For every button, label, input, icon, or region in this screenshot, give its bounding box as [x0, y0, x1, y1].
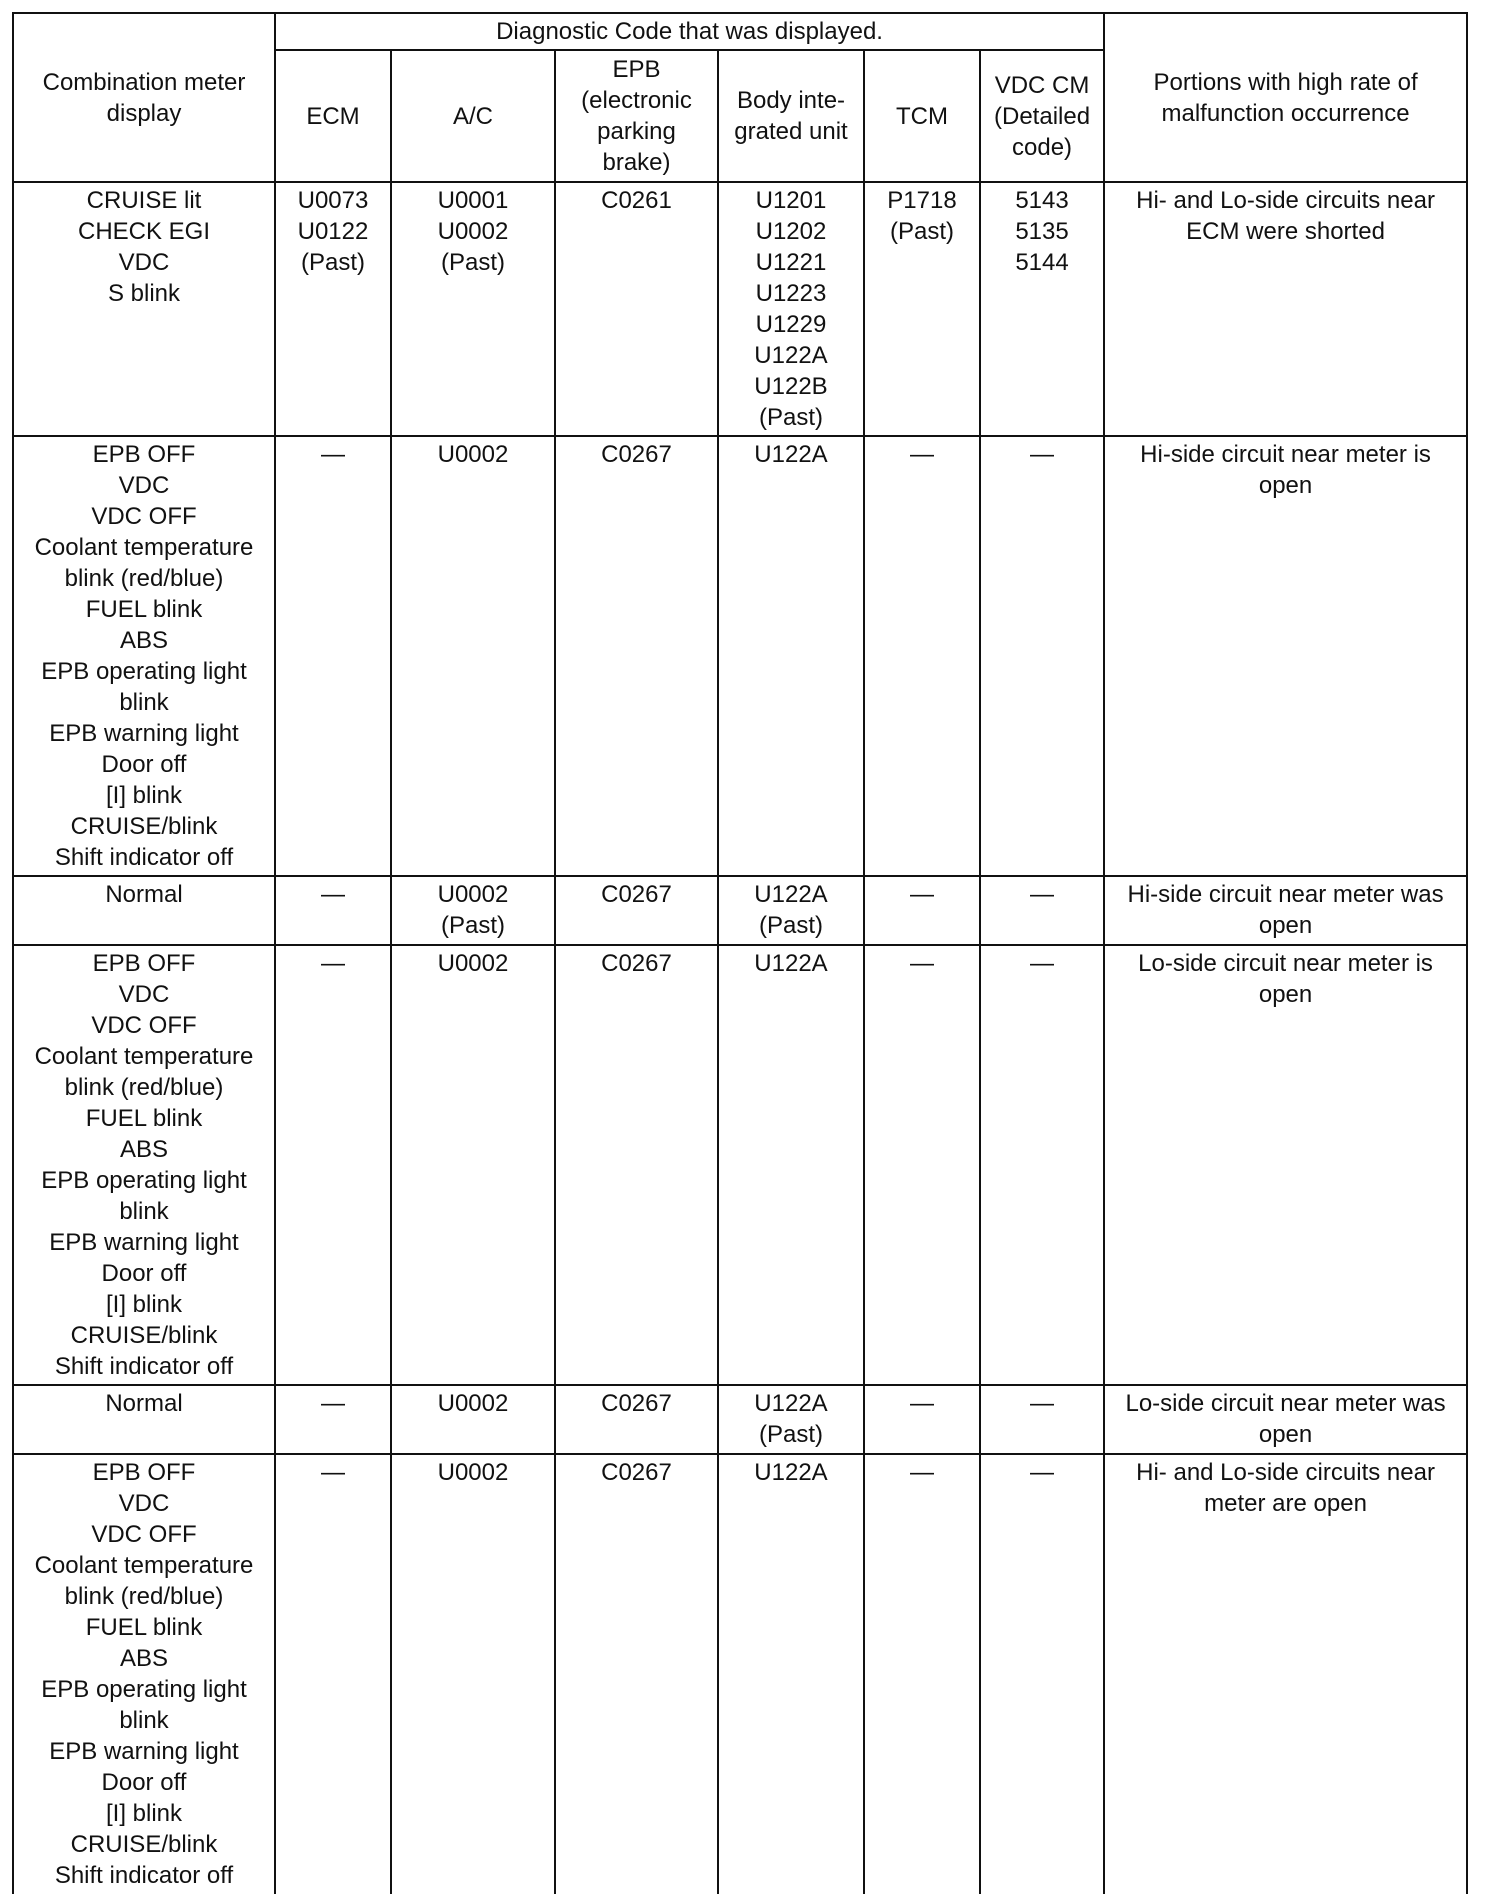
cell-body: U122A — [718, 1454, 864, 1894]
cell-ecm: — — [275, 436, 391, 876]
cell-epb: C0267 — [555, 876, 718, 945]
cell-display: CRUISE lit CHECK EGI VDC S blink — [13, 182, 275, 436]
cell-epb: C0267 — [555, 1385, 718, 1454]
cell-portions: Hi- and Lo-side circuits near ECM were shorted — [1104, 182, 1467, 436]
cell-tcm: — — [864, 436, 980, 876]
cell-ac: U0002 — [391, 436, 555, 876]
cell-ecm: — — [275, 945, 391, 1385]
cell-body: U1201 U1202 U1221 U1223 U1229 U122A U122B (Past) — [718, 182, 864, 436]
cell-display: Normal — [13, 876, 275, 945]
header-body-integrated-unit: Body inte- grated unit — [718, 50, 864, 182]
header-portions-malfunction: Portions with high rate of malfunction occurrence — [1104, 13, 1467, 182]
cell-epb: C0267 — [555, 945, 718, 1385]
cell-tcm: — — [864, 1454, 980, 1894]
cell-ac: U0002 — [391, 945, 555, 1385]
table-row — [13, 436, 1467, 876]
cell-vdc: — — [980, 1385, 1104, 1454]
cell-display: EPB OFF VDC VDC OFF Coolant temperature blink (red/blue) FUEL blink ABS EPB operating light blink EPB warning light Door off [I] blink CRUISE/blink Shift indicator off — [13, 1454, 275, 1894]
cell-tcm: — — [864, 1385, 980, 1454]
cell-vdc: — — [980, 876, 1104, 945]
cell-vdc: — — [980, 436, 1104, 876]
cell-vdc: — — [980, 945, 1104, 1385]
table-row — [13, 876, 1467, 945]
cell-ecm: — — [275, 1385, 391, 1454]
table-row — [13, 182, 1467, 436]
header-epb: EPB (electronic parking brake) — [555, 50, 718, 182]
table-row — [13, 945, 1467, 1385]
cell-ac: U0002 (Past) — [391, 876, 555, 945]
cell-body: U122A (Past) — [718, 1385, 864, 1454]
table-row — [13, 1385, 1467, 1454]
header-ecm: ECM — [275, 50, 391, 182]
cell-ecm: — — [275, 1454, 391, 1894]
cell-portions: Hi-side circuit near meter was open — [1104, 876, 1467, 945]
cell-tcm: — — [864, 876, 980, 945]
cell-body: U122A (Past) — [718, 876, 864, 945]
cell-ac: U0002 — [391, 1385, 555, 1454]
cell-epb: C0261 — [555, 182, 718, 436]
cell-display: EPB OFF VDC VDC OFF Coolant temperature blink (red/blue) FUEL blink ABS EPB operating light blink EPB warning light Door off [I] blink CRUISE/blink Shift indicator off — [13, 945, 275, 1385]
header-ac: A/C — [391, 50, 555, 182]
cell-tcm: — — [864, 945, 980, 1385]
cell-epb: C0267 — [555, 1454, 718, 1894]
cell-vdc: 5143 5135 5144 — [980, 182, 1104, 436]
cell-display: EPB OFF VDC VDC OFF Coolant temperature blink (red/blue) FUEL blink ABS EPB operating light blink EPB warning light Door off [I] blink CRUISE/blink Shift indicator off — [13, 436, 275, 876]
cell-ecm: U0073 U0122 (Past) — [275, 182, 391, 436]
cell-portions: Hi-side circuit near meter is open — [1104, 436, 1467, 876]
diagnostic-code-table — [12, 12, 1468, 1894]
cell-display: Normal — [13, 1385, 275, 1454]
header-vdc-cm: VDC CM (Detailed code) — [980, 50, 1104, 182]
header-tcm: TCM — [864, 50, 980, 182]
table-row — [13, 1454, 1467, 1894]
header-diagnostic-code-group: Diagnostic Code that was displayed. — [275, 13, 1104, 50]
cell-portions: Lo-side circuit near meter is open — [1104, 945, 1467, 1385]
cell-body: U122A — [718, 436, 864, 876]
cell-ecm: — — [275, 876, 391, 945]
cell-vdc: — — [980, 1454, 1104, 1894]
cell-portions: Hi- and Lo-side circuits near meter are open — [1104, 1454, 1467, 1894]
cell-ac: U0002 — [391, 1454, 555, 1894]
cell-ac: U0001 U0002 (Past) — [391, 182, 555, 436]
header-combination-meter-display: Combination meter display — [13, 13, 275, 182]
cell-tcm: P1718 (Past) — [864, 182, 980, 436]
cell-epb: C0267 — [555, 436, 718, 876]
cell-portions: Lo-side circuit near meter was open — [1104, 1385, 1467, 1454]
cell-body: U122A — [718, 945, 864, 1385]
